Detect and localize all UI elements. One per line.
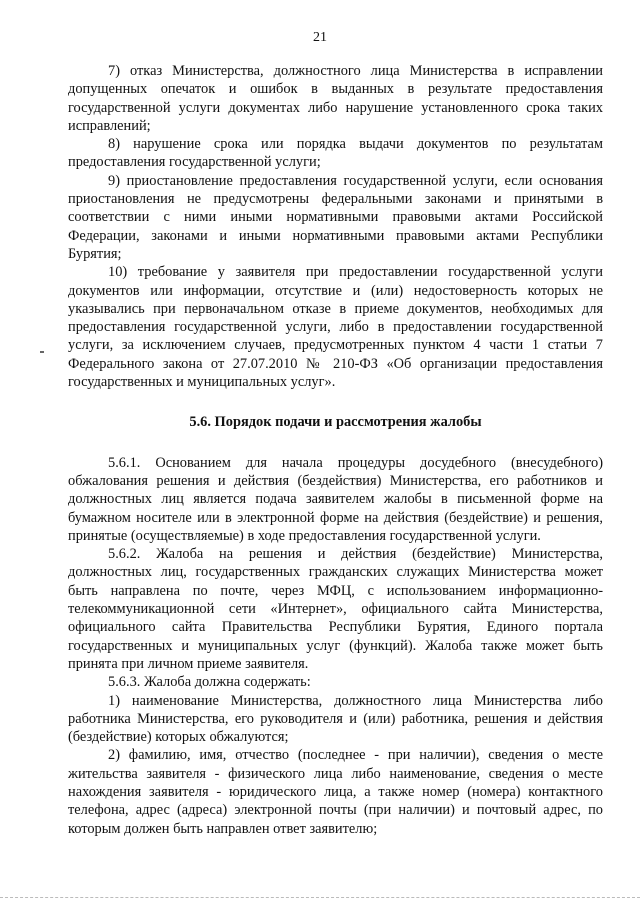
paragraph-item-7: 7) отказ Министерства, должностного лица Министерства в исправлении допущенных опечаток и ошибок в выданных в результате предоставления государственной услуги документах либо нарушение установленного срока таких исправлений; xyxy=(68,63,603,134)
document-body xyxy=(68,62,603,838)
page-bottom-edge xyxy=(0,897,640,899)
paragraph-5-6-3: 5.6.3. Жалоба должна содержать: xyxy=(108,674,311,691)
section-heading: 5.6. Порядок подачи и рассмотрения жалобы xyxy=(189,414,482,431)
paragraph-item-10: 10) требование у заявителя при предоставлении государственной услуги документов или информации, отсутствие и (или) недостоверность которых не указывались при первоначальном отказе в приеме документов, необходимых для предоставления государственной услуги, либо в предоставлении государственной услуги, за исключением случаев, предусмотренных пунктом 4 части 1 статьи 7 Федерального закона от 27.07.2010 № 210-ФЗ «Об организации предоставления государственных и муниципальных услуг». xyxy=(68,264,603,391)
complaint-requirement-1: 1) наименование Министерства, должностного лица Министерства либо работника Министерства, его руководителя и (или) работника, решения и действия (бездействие) которых обжалуются; xyxy=(68,692,603,746)
paragraph-5-6-1: 5.6.1. Основанием для начала процедуры досудебного (внесудебного) обжалования решения и действия (бездействия) Министерства, его работников и должностных лиц является подача заявителем жалобы в письменной форме на бумажном носителе или в электронной форме на действия (бездействие) и решения, принятые (осуществляемые) в ходе предоставления государственной услуги. xyxy=(68,454,603,544)
margin-mark xyxy=(40,351,44,353)
page-number: 21 xyxy=(313,30,327,45)
paragraph-5-6-2: 5.6.2. Жалоба на решения и действия (бездействие) Министерства, должностных лиц, государственных гражданских служащих Министерства может быть направлена по почте, через МФЦ, с использованием информационно-телекоммуникационной сети «Интернет», официального сайта Министерства, официального сайта Правительства Республики Бурятия, Единого портала государственных и муниципальных услуг (функций). Жалоба также может быть принята при личном приеме заявителя. xyxy=(68,546,603,672)
paragraph-item-8: 8) нарушение срока или порядка выдачи документов по результатам предоставления государственной услуги; xyxy=(68,136,603,171)
complaint-requirement-2: 2) фамилию, имя, отчество (последнее - при наличии), сведения о месте жительства заявителя - физического лица либо наименование, сведения о месте нахождения заявителя - юридического лица, а также номер (номера) контактного телефона, адрес (адреса) электронной почты (при наличии) и почтовый адрес, по которым должен быть направлен ответ заявителю; xyxy=(68,747,603,837)
paragraph-item-9: 9) приостановление предоставления государственной услуги, если основания приостановления не предусмотрены федеральными законами и принятыми в соответствии с ними иными нормативными правовыми актами Российской Федерации, законами и иными нормативными правовыми актами Республики Бурятия; xyxy=(68,172,603,262)
